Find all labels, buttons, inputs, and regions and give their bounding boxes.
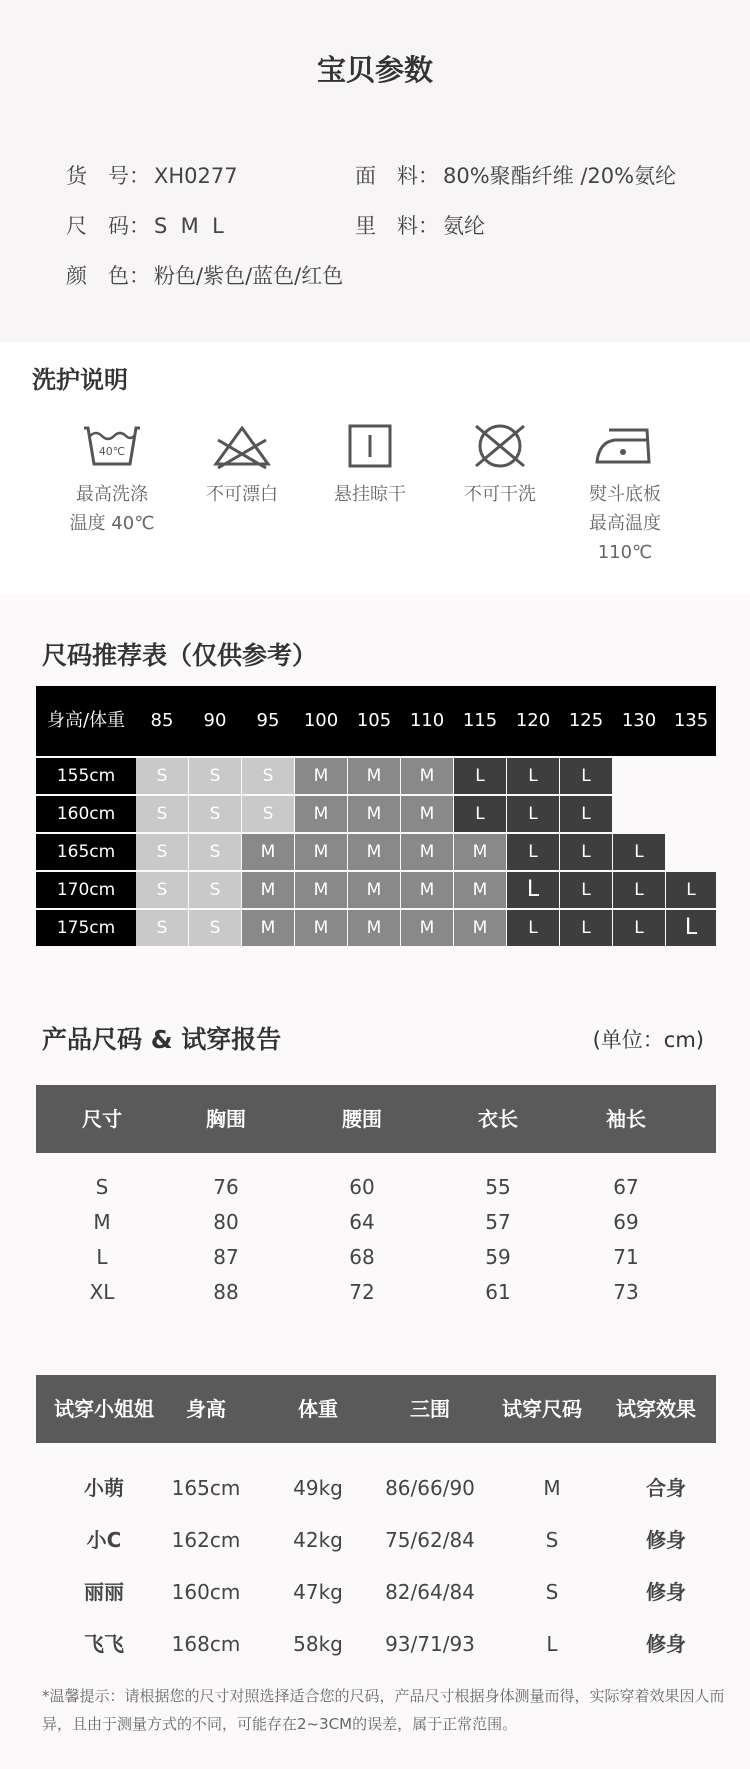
height-label: 175cm xyxy=(36,910,136,946)
size-section xyxy=(0,594,750,1769)
size-cell: M xyxy=(295,834,347,870)
table-cell: S xyxy=(95,1175,109,1199)
param-fabric xyxy=(355,160,676,190)
size-cell: S xyxy=(136,758,188,794)
height-label: 155cm xyxy=(36,758,136,794)
grid-row xyxy=(36,910,716,948)
table-cell: 68 xyxy=(349,1245,375,1269)
no-bleach-icon xyxy=(210,422,274,470)
column-header: 三围 xyxy=(410,1397,450,1421)
table-cell: 71 xyxy=(613,1245,639,1269)
params-section xyxy=(0,0,750,342)
weight-header: 100 xyxy=(303,710,339,731)
size-cell: L xyxy=(560,834,612,870)
param-label: 尺 码： xyxy=(66,214,150,238)
size-cell: L xyxy=(507,872,559,908)
size-cell: L xyxy=(613,872,665,908)
table-cell: 小C xyxy=(86,1528,122,1552)
grid-row xyxy=(36,834,716,872)
table-cell: 57 xyxy=(485,1210,511,1234)
table-cell: 42kg xyxy=(293,1528,343,1552)
table-cell: 67 xyxy=(613,1175,639,1199)
table-cell: 80 xyxy=(213,1210,239,1234)
tryon-header xyxy=(36,1375,716,1443)
size-cell: M xyxy=(348,872,400,908)
wash-40-icon xyxy=(80,422,144,470)
grid-row xyxy=(36,758,716,796)
grid-row xyxy=(36,796,716,834)
column-header: 试穿尺码 xyxy=(502,1397,582,1421)
height-label: 165cm xyxy=(36,834,136,870)
size-cell: M xyxy=(295,872,347,908)
size-cell: S xyxy=(189,834,241,870)
table-cell: 165cm xyxy=(171,1476,241,1500)
size-cell: S xyxy=(242,758,294,794)
table-cell: L xyxy=(96,1245,108,1269)
product-size-header xyxy=(36,1085,716,1153)
table-cell: 丽丽 xyxy=(84,1580,124,1604)
unit-label: (单位：cm) xyxy=(592,1028,704,1052)
size-cell: M xyxy=(295,758,347,794)
product-size-title: 产品尺码 & 试穿报告 xyxy=(42,1025,282,1054)
recommend-title: 尺码推荐表（仅供参考） xyxy=(42,641,318,670)
param-value: XH0277 xyxy=(154,164,238,188)
table-cell: 72 xyxy=(349,1280,375,1304)
table-cell: 168cm xyxy=(171,1632,241,1656)
table-cell: M xyxy=(543,1476,561,1500)
size-cell: S xyxy=(189,872,241,908)
table-cell: 69 xyxy=(613,1210,639,1234)
size-cell: M xyxy=(348,796,400,832)
care-label: 熨斗底板 最高温度 110℃ xyxy=(589,484,661,563)
table-cell: 47kg xyxy=(293,1580,343,1604)
table-cell: 飞飞 xyxy=(84,1632,124,1656)
care-label: 最高洗涤 温度 40℃ xyxy=(69,484,155,534)
weight-header: 95 xyxy=(256,710,280,731)
size-cell: M xyxy=(295,910,347,946)
care-item-bleach xyxy=(182,422,302,509)
table-row xyxy=(0,1205,750,1240)
param-value: S M L xyxy=(154,214,224,238)
param-label: 面 料： xyxy=(355,164,439,188)
weight-header: 85 xyxy=(150,710,174,731)
weight-header: 110 xyxy=(409,710,445,731)
table-cell: 修身 xyxy=(646,1632,686,1656)
no-dry-clean-icon xyxy=(468,422,532,470)
table-row xyxy=(0,1618,750,1670)
table-cell: 87 xyxy=(213,1245,239,1269)
size-cell: L xyxy=(507,910,559,946)
care-item-wash xyxy=(52,422,172,538)
table-cell: 59 xyxy=(485,1245,511,1269)
size-cell: M xyxy=(242,872,294,908)
care-label: 不可漂白 xyxy=(206,484,278,505)
column-header: 试穿效果 xyxy=(616,1397,696,1421)
table-cell: 88 xyxy=(213,1280,239,1304)
size-cell: S xyxy=(242,796,294,832)
weight-header: 105 xyxy=(356,710,392,731)
size-cell: L xyxy=(560,872,612,908)
size-cell: M xyxy=(401,910,453,946)
size-cell: M xyxy=(401,758,453,794)
weight-header: 90 xyxy=(203,710,227,731)
grid-row xyxy=(36,872,716,910)
table-cell: 小萌 xyxy=(84,1476,124,1500)
grid-header xyxy=(36,686,716,756)
size-cell: M xyxy=(401,834,453,870)
column-header: 衣长 xyxy=(478,1107,518,1131)
param-color xyxy=(66,260,343,290)
param-value: 粉色/紫色/蓝色/红色 xyxy=(154,264,344,288)
column-header: 身高 xyxy=(186,1397,226,1421)
size-cell: M xyxy=(348,834,400,870)
param-label: 颜 色： xyxy=(66,264,150,288)
grid-corner: 身高/体重 xyxy=(46,710,126,731)
care-label: 不可干洗 xyxy=(464,484,536,505)
weight-header: 135 xyxy=(673,710,709,731)
column-header: 试穿小姐姐 xyxy=(54,1397,154,1421)
size-cell: S xyxy=(189,910,241,946)
weight-header: 130 xyxy=(621,710,657,731)
table-cell: 93/71/93 xyxy=(385,1632,475,1656)
table-cell: XL xyxy=(89,1280,115,1304)
size-cell: L xyxy=(454,796,506,832)
params-title: 宝贝参数 xyxy=(316,53,433,87)
table-cell: 64 xyxy=(349,1210,375,1234)
care-section xyxy=(0,342,750,594)
tip-note: *温馨提示：请根据您的尺寸对照选择适合您的尺码，产品尺寸根据身体测量而得，实际穿着效果因人而异，且由于测量方式的不同，可能存在2~3CM的误差，属于正常范围。 xyxy=(42,1687,725,1733)
size-cell: L xyxy=(560,910,612,946)
param-size xyxy=(66,210,224,240)
table-cell: L xyxy=(546,1632,558,1656)
table-row xyxy=(0,1462,750,1514)
care-item-hang xyxy=(310,422,430,509)
care-item-iron xyxy=(565,422,685,567)
column-header: 胸围 xyxy=(206,1107,246,1131)
table-row xyxy=(0,1275,750,1310)
table-cell: 58kg xyxy=(293,1632,343,1656)
size-cell: L xyxy=(507,796,559,832)
size-cell: L xyxy=(666,910,716,946)
size-cell: M xyxy=(242,910,294,946)
table-cell: 75/62/84 xyxy=(385,1528,475,1552)
size-cell: S xyxy=(136,834,188,870)
table-cell: 82/64/84 xyxy=(385,1580,475,1604)
column-header: 体重 xyxy=(298,1397,338,1421)
care-label: 悬挂晾干 xyxy=(334,484,406,505)
size-cell: M xyxy=(348,910,400,946)
table-cell: 76 xyxy=(213,1175,239,1199)
size-cell: M xyxy=(242,834,294,870)
table-cell: 55 xyxy=(485,1175,511,1199)
size-cell: L xyxy=(560,796,612,832)
size-cell: S xyxy=(189,796,241,832)
size-cell: L xyxy=(507,758,559,794)
table-cell: 86/66/90 xyxy=(385,1476,475,1500)
param-lining xyxy=(355,210,485,240)
table-cell: 162cm xyxy=(171,1528,241,1552)
size-cell: L xyxy=(613,910,665,946)
table-cell: S xyxy=(545,1580,559,1604)
size-cell: S xyxy=(136,796,188,832)
size-cell: L xyxy=(507,834,559,870)
size-cell: S xyxy=(136,910,188,946)
column-header: 袖长 xyxy=(606,1107,646,1131)
table-row xyxy=(0,1240,750,1275)
table-cell: M xyxy=(93,1210,111,1234)
table-cell: 修身 xyxy=(646,1528,686,1552)
size-cell: L xyxy=(560,758,612,794)
table-row xyxy=(0,1170,750,1205)
table-row xyxy=(0,1566,750,1618)
care-item-dryclean xyxy=(440,422,560,509)
size-cell: S xyxy=(189,758,241,794)
param-label: 里 料： xyxy=(355,214,439,238)
param-value: 氨纶 xyxy=(443,214,485,238)
size-cell: S xyxy=(136,872,188,908)
weight-header: 125 xyxy=(568,710,604,731)
table-cell: 160cm xyxy=(171,1580,241,1604)
column-header: 腰围 xyxy=(342,1107,382,1131)
table-cell: 61 xyxy=(485,1280,511,1304)
iron-icon xyxy=(593,422,657,470)
size-cell: M xyxy=(401,796,453,832)
hang-dry-icon xyxy=(338,422,402,470)
table-cell: 60 xyxy=(349,1175,375,1199)
param-label: 货 号： xyxy=(66,164,150,188)
column-header: 尺寸 xyxy=(82,1107,122,1131)
size-cell: L xyxy=(454,758,506,794)
param-value: 80%聚酯纤维 /20%氨纶 xyxy=(443,164,677,188)
table-cell: S xyxy=(545,1528,559,1552)
size-cell: M xyxy=(295,796,347,832)
size-cell: L xyxy=(613,834,665,870)
height-label: 170cm xyxy=(36,872,136,908)
param-item-no xyxy=(66,160,238,190)
size-cell: M xyxy=(454,834,506,870)
size-cell: M xyxy=(401,872,453,908)
weight-header: 120 xyxy=(515,710,551,731)
table-cell: 73 xyxy=(613,1280,639,1304)
table-cell: 合身 xyxy=(646,1476,686,1500)
weight-header: 115 xyxy=(462,710,498,731)
table-cell: 修身 xyxy=(646,1580,686,1604)
height-label: 160cm xyxy=(36,796,136,832)
wash-temp-text: 40℃ xyxy=(98,445,126,458)
size-cell: M xyxy=(454,872,506,908)
size-cell: L xyxy=(666,872,716,908)
size-cell: M xyxy=(348,758,400,794)
size-cell: M xyxy=(454,910,506,946)
table-cell: 49kg xyxy=(293,1476,343,1500)
care-title: 洗护说明 xyxy=(32,366,128,394)
table-row xyxy=(0,1514,750,1566)
